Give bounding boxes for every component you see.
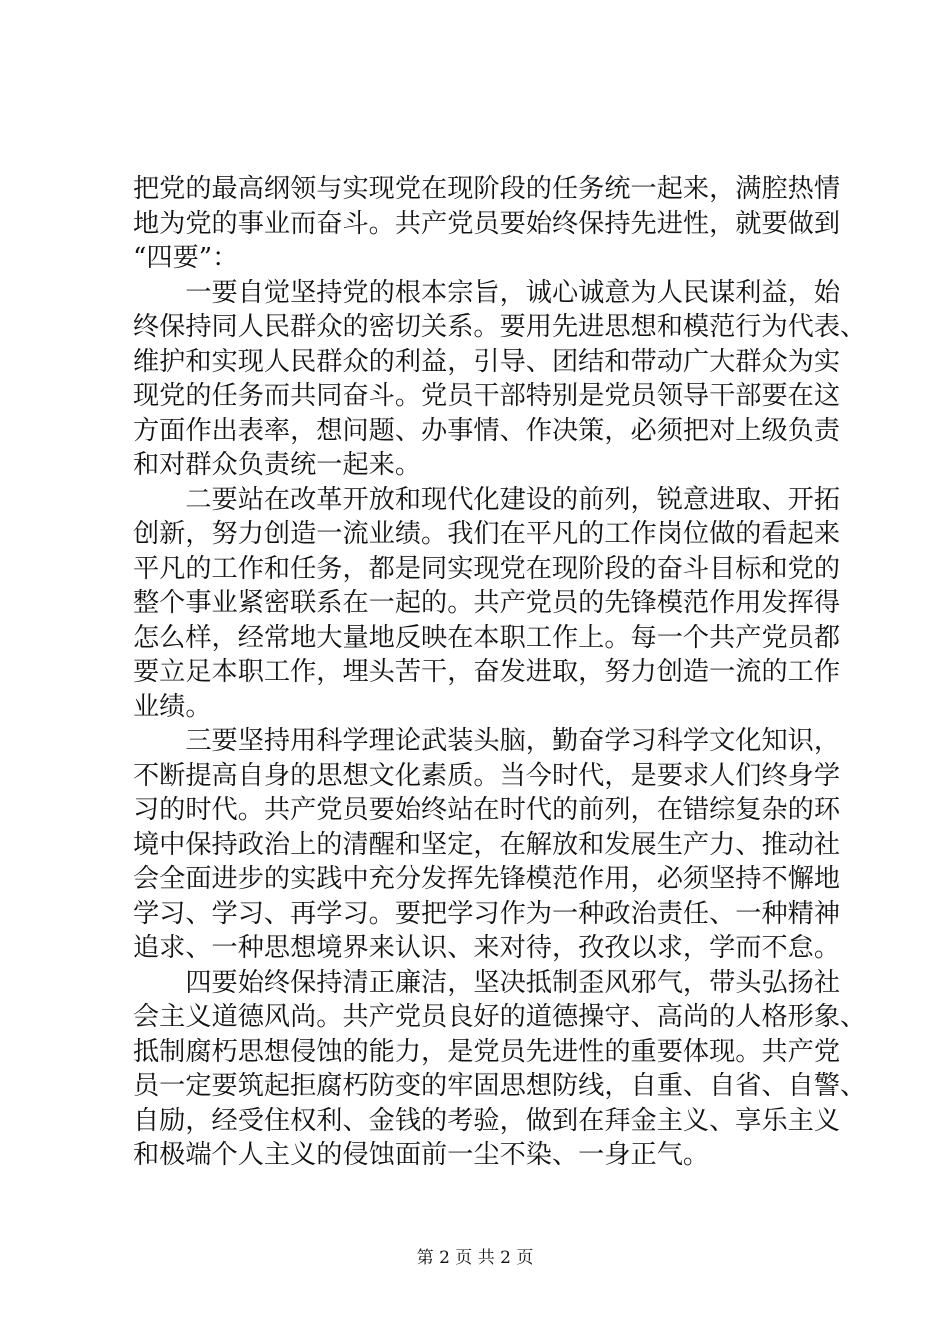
text-line: “四要”： [133, 243, 239, 273]
text-line: 维护和实现人民群众的利益，引导、团结和带动广大群众为实 [133, 346, 841, 377]
text-line: 会全面进步的实践中充分发挥先锋模范作用，必须坚持不懈地 [133, 864, 841, 894]
text-line: 三要坚持用科学理论武装头脑，勤奋学习科学文化知识， [133, 726, 841, 756]
text-line: 怎么样，经常地大量地反映在本职工作上。每一个共产党员都 [133, 622, 841, 653]
text-line: 四要始终保持清正廉洁，坚决抵制歪风邪气，带头弘扬社 [133, 967, 841, 998]
text-line: 境中保持政治上的清醒和坚定，在解放和发展生产力、推动社 [133, 829, 841, 860]
page-number-footer: 第 2 页 共 2 页 [416, 1248, 534, 1268]
text-line: 方面作出表率，想问题、办事情、作决策，必须把对上级负责 [133, 415, 841, 446]
text-line: 学习、学习、再学习。要把学习作为一种政治责任、一种精神 [133, 898, 841, 929]
text-line: 平凡的工作和任务，都是同实现党在现阶段的奋斗目标和党的 [133, 553, 841, 584]
text-line: 追求、一种思想境界来认识、来对待，孜孜以求，学而不怠。 [133, 933, 841, 963]
text-line: 和极端个人主义的侵蚀面前一尘不染、一身正气。 [133, 1140, 710, 1170]
document-body [133, 172, 867, 1173]
text-line: 和对群众负责统一起来。 [133, 450, 422, 480]
text-line: 创新，努力创造一流业绩。我们在平凡的工作岗位做的看起来 [133, 519, 841, 549]
text-line: 会主义道德风尚。共产党员良好的道德操守、高尚的人格形象、 [133, 1002, 867, 1032]
text-line: 抵制腐朽思想侵蚀的能力，是党员先进性的重要体现。共产党 [133, 1036, 841, 1067]
text-line: 自励，经受住权利、金钱的考验，做到在拜金主义、享乐主义 [133, 1105, 841, 1136]
text-line: 二要站在改革开放和现代化建设的前列，锐意进取、开拓 [133, 484, 841, 515]
text-line: 员一定要筑起拒腐朽防变的牢固思想防线，自重、自省、自警、 [133, 1071, 867, 1101]
text-line: 一要自觉坚持党的根本宗旨，诚心诚意为人民谋利益，始 [133, 277, 841, 308]
text-line: 不断提高自身的思想文化素质。当今时代，是要求人们终身学 [133, 760, 841, 791]
text-line: 现党的任务而共同奋斗。党员干部特别是党员领导干部要在这 [133, 381, 841, 411]
text-line: 要立足本职工作，埋头苦干，奋发进取，努力创造一流的工作 [133, 657, 841, 687]
text-line: 习的时代。共产党员要始终站在时代的前列，在错综复杂的环 [133, 795, 841, 825]
text-line: 业绩。 [133, 691, 212, 722]
text-line: 终保持同人民群众的密切关系。要用先进思想和模范行为代表、 [133, 312, 867, 342]
text-line: 地为党的事业而奋斗。共产党员要始终保持先进性，就要做到 [133, 208, 841, 239]
text-line: 整个事业紧密联系在一起的。共产党员的先锋模范作用发挥得 [133, 588, 841, 618]
text-line: 把党的最高纲领与实现党在现阶段的任务统一起来，满腔热情 [133, 174, 841, 204]
